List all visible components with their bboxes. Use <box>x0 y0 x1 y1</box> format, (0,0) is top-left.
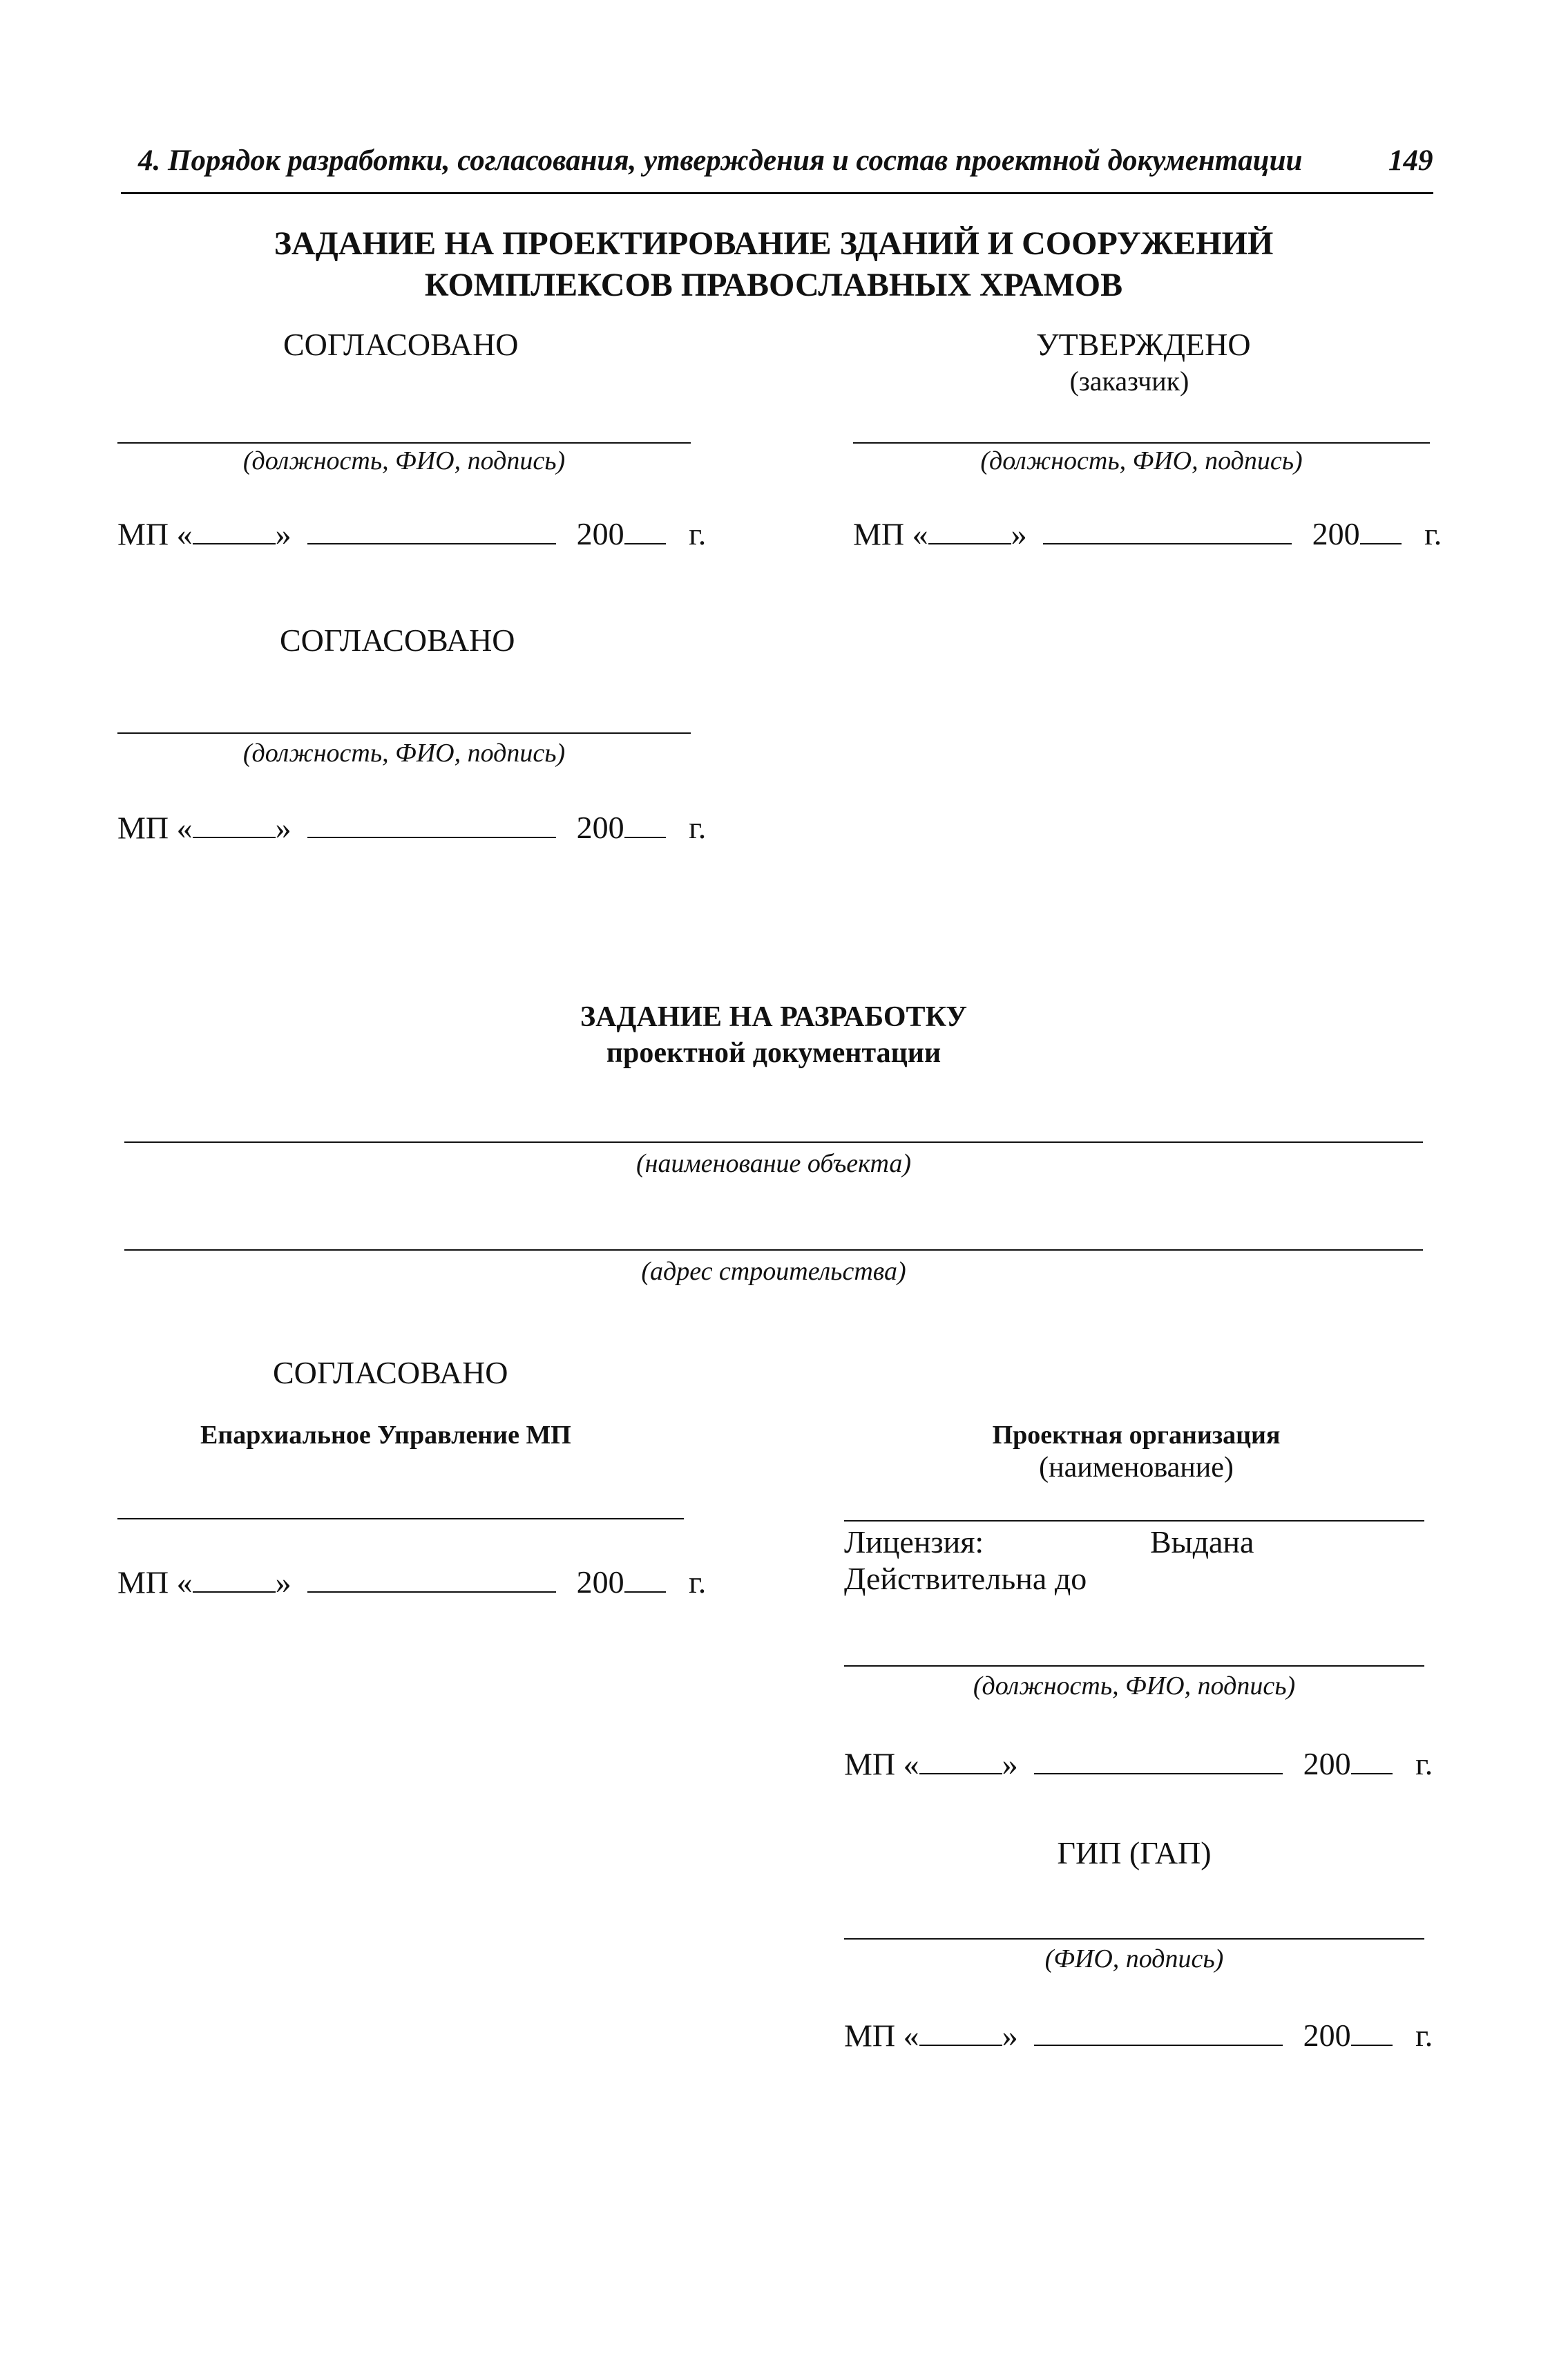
design-org-label: Проектная организация <box>992 1421 1281 1450</box>
year-blank[interactable] <box>624 808 666 838</box>
signature-caption: (должность, ФИО, подпись) <box>980 446 1303 475</box>
signature-line <box>853 442 1430 444</box>
year-prefix: 200 <box>1312 516 1360 552</box>
page-number: 149 <box>1388 144 1433 177</box>
agreed-label: СОГЛАСОВАНО <box>273 1355 508 1390</box>
month-blank[interactable] <box>307 808 556 838</box>
signature-line <box>844 1665 1424 1667</box>
signature-line <box>117 442 691 444</box>
year-prefix: 200 <box>576 1564 624 1600</box>
signature-caption: (ФИО, подпись) <box>1044 1944 1224 1973</box>
day-blank[interactable] <box>928 515 1011 544</box>
close-quote: » <box>1002 2018 1018 2054</box>
issued-label: Выдана <box>1150 1524 1254 1560</box>
open-quote: « <box>903 1746 919 1782</box>
signature-line <box>117 1518 684 1519</box>
year-blank[interactable] <box>1351 1745 1393 1774</box>
day-blank[interactable] <box>193 808 276 838</box>
year-prefix: 200 <box>1303 1746 1351 1782</box>
signature-caption: (должность, ФИО, подпись) <box>242 739 566 768</box>
year-prefix: 200 <box>576 516 624 552</box>
agreed-label: СОГЛАСОВАНО <box>280 623 515 658</box>
month-blank[interactable] <box>1043 515 1292 544</box>
stamp-mp: МП <box>853 516 905 552</box>
open-quote: « <box>176 1564 193 1600</box>
close-quote: » <box>1011 516 1027 552</box>
org-name-line[interactable] <box>844 1520 1424 1522</box>
date-stamp-row <box>117 515 706 552</box>
close-quote: » <box>275 810 291 846</box>
month-blank[interactable] <box>307 1563 556 1593</box>
year-blank[interactable] <box>624 1563 666 1593</box>
date-stamp-row <box>844 1745 1433 1782</box>
month-blank[interactable] <box>1034 2016 1283 2046</box>
diocese-label: Епархиальное Управление МП <box>200 1421 571 1450</box>
signature-caption: (должность, ФИО, подпись) <box>973 1671 1296 1700</box>
stamp-mp: МП <box>117 1564 169 1600</box>
task-subtitle: проектной документации <box>606 1037 941 1069</box>
close-quote: » <box>275 1564 291 1600</box>
document-title-line2: КОМПЛЕКСОВ ПРАВОСЛАВНЫХ ХРАМОВ <box>424 267 1123 303</box>
object-name-line[interactable] <box>124 1141 1423 1143</box>
address-line[interactable] <box>124 1249 1423 1251</box>
stamp-mp: МП <box>844 1746 896 1782</box>
valid-until-label: Действительна до <box>844 1561 1087 1596</box>
year-blank[interactable] <box>1360 515 1402 544</box>
stamp-mp: МП <box>844 2018 896 2054</box>
date-stamp-row <box>117 1563 706 1600</box>
year-prefix: 200 <box>576 810 624 846</box>
open-quote: « <box>903 2018 919 2054</box>
document-title-line1: ЗАДАНИЕ НА ПРОЕКТИРОВАНИЕ ЗДАНИЙ И СООРУЖЕНИЙ <box>274 225 1274 262</box>
year-blank[interactable] <box>1351 2016 1393 2046</box>
day-blank[interactable] <box>919 2016 1002 2046</box>
year-suffix: г. <box>689 1564 707 1600</box>
task-title: ЗАДАНИЕ НА РАЗРАБОТКУ <box>580 1001 968 1033</box>
open-quote: « <box>176 810 193 846</box>
stamp-mp: МП <box>117 810 169 846</box>
day-blank[interactable] <box>919 1745 1002 1774</box>
year-prefix: 200 <box>1303 2018 1351 2054</box>
close-quote: » <box>1002 1746 1018 1782</box>
agreed-label: СОГЛАСОВАНО <box>283 327 519 362</box>
address-caption: (адрес строительства) <box>641 1257 906 1286</box>
year-suffix: г. <box>1415 2018 1433 2054</box>
license-label: Лицензия: <box>844 1524 984 1560</box>
signature-caption: (должность, ФИО, подпись) <box>242 446 566 475</box>
day-blank[interactable] <box>193 1563 276 1593</box>
customer-label: (заказчик) <box>1069 366 1189 397</box>
stamp-mp: МП <box>117 516 169 552</box>
header-rule <box>121 192 1433 194</box>
approved-label: УТВЕРЖДЕНО <box>1036 327 1251 362</box>
close-quote: » <box>275 516 291 552</box>
month-blank[interactable] <box>1034 1745 1283 1774</box>
year-suffix: г. <box>689 516 707 552</box>
signature-line <box>844 1938 1424 1940</box>
year-suffix: г. <box>1415 1746 1433 1782</box>
date-stamp-row <box>853 515 1442 552</box>
chief-engineer-label: ГИП (ГАП) <box>1057 1835 1212 1870</box>
open-quote: « <box>912 516 928 552</box>
year-blank[interactable] <box>624 515 666 544</box>
month-blank[interactable] <box>307 515 556 544</box>
year-suffix: г. <box>1424 516 1442 552</box>
date-stamp-row <box>117 808 706 846</box>
object-name-caption: (наименование объекта) <box>635 1149 912 1178</box>
design-org-caption: (наименование) <box>1039 1452 1234 1484</box>
signature-line <box>117 732 691 734</box>
date-stamp-row <box>844 2016 1433 2054</box>
day-blank[interactable] <box>193 515 276 544</box>
open-quote: « <box>176 516 193 552</box>
year-suffix: г. <box>689 810 707 846</box>
running-header: 4. Порядок разработки, согласования, утверждения и состав проектной документации <box>138 144 1303 177</box>
